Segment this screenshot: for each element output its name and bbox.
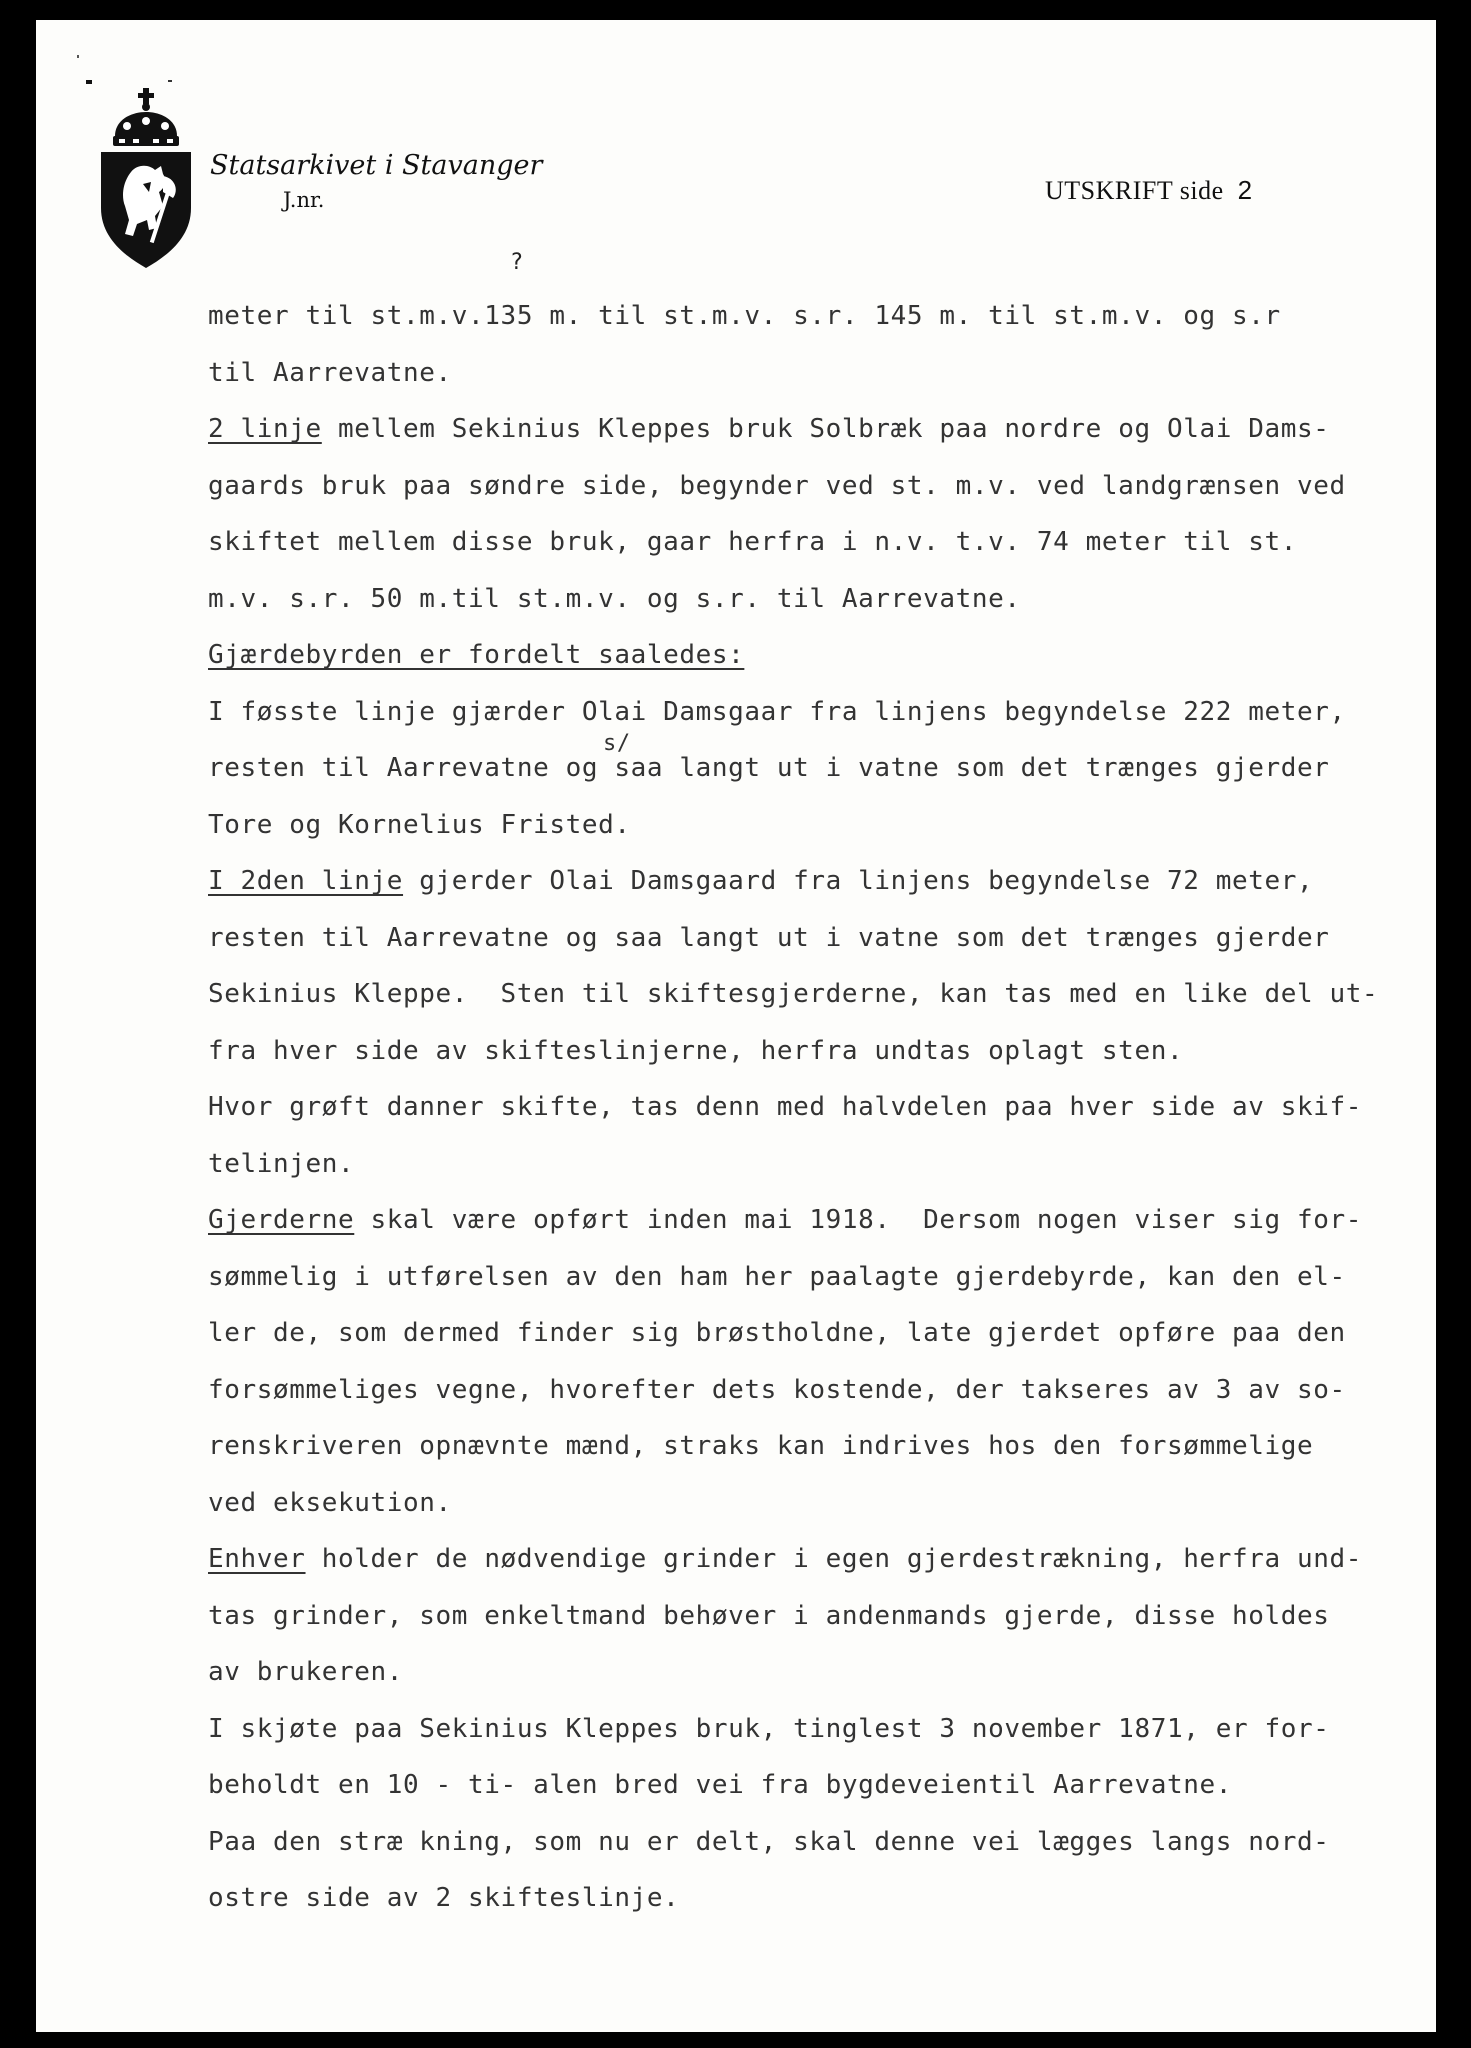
line-text: skal være opført inden mai 1918. Dersom nogen viser sig for-	[354, 1205, 1362, 1235]
page-number: 2	[1237, 175, 1253, 205]
scan-speck	[168, 80, 172, 82]
text-line: av brukeren.	[208, 1657, 404, 1687]
text-line: skiftet mellem disse bruk, gaar herfra i n.v. t.v. 74 meter til st.	[208, 527, 1297, 557]
text-line	[208, 1531, 1438, 1588]
text-line: beholdt en 10 - ti- alen bred vei fra bygdeveientil Aarrevatne.	[208, 1770, 1232, 1800]
text-line: renskriveren opnævnte mænd, straks kan indrives hos den forsømmelige	[208, 1431, 1314, 1461]
line-text: holder de nødvendige grinder i egen gjerdestrækning, herfra und-	[305, 1544, 1362, 1574]
underlined-heading: Enhver	[208, 1544, 306, 1574]
handwritten-insertion: s/	[603, 731, 631, 756]
transcript-page-heading	[1045, 175, 1253, 206]
text-line: til Aarrevatne.	[208, 357, 452, 388]
text-line: fra hver side av skifteslinjerne, herfra undtas oplagt sten.	[208, 1035, 1184, 1066]
archive-name: Statsarkivet i Stavanger	[210, 150, 543, 181]
text-line: ler de, som dermed finder sig brøstholdne, late gjerdet opføre paa den	[208, 1318, 1346, 1348]
text-line: resten til Aarrevatne og saa langt ut i vatne som det trænges gjerder s/	[208, 740, 1438, 797]
text-line: resten til Aarrevatne og saa langt ut i vatne som det trænges gjerder	[208, 922, 1330, 953]
underlined-heading: Gjærdebyrden er fordelt saaledes:	[208, 640, 745, 670]
journal-number-label: J.nr.	[283, 188, 325, 212]
text-line: I skjøte paa Sekinius Kleppes bruk, tinglest 3 november 1871, er for-	[208, 1713, 1330, 1744]
document-body	[208, 288, 1438, 1927]
text-line: ostre side av 2 skifteslinje.	[208, 1883, 680, 1913]
text-line	[208, 853, 1438, 910]
text-line: Sekinius Kleppe. Sten til skiftesgjerderne, kan tas med en like del ut-	[208, 979, 1379, 1009]
text-line: forsømmeliges vegne, hvorefter dets kostende, der takseres av 3 av so-	[208, 1374, 1346, 1405]
text-line: telinjen.	[208, 1148, 355, 1179]
handwritten-question-mark: ?	[510, 250, 524, 275]
text-line: meter til st.m.v.135 m. til st.m.v. s.r. 145 m. til st.m.v. og s.r	[208, 301, 1281, 331]
line-text: gjerder Olai Damsgaard fra linjens begyndelse 72 meter,	[403, 866, 1314, 896]
underlined-heading: 2 linje	[208, 414, 322, 444]
transcript-label: UTSKRIFT side	[1045, 176, 1224, 205]
scan-speck	[77, 55, 79, 58]
text-line: gaards bruk paa søndre side, begynder ved st. m.v. ved landgrænsen ved	[208, 470, 1346, 501]
text-line	[208, 401, 1438, 458]
text-line	[208, 1192, 1438, 1249]
text-line: tas grinder, som enkeltmand behøver i andenmands gjerde, disse holdes	[208, 1600, 1330, 1631]
text-line: Hvor grøft danner skifte, tas denn med halvdelen paa hver side av skif-	[208, 1092, 1362, 1122]
scan-speck	[86, 80, 92, 84]
underlined-heading: Gjerderne	[208, 1205, 355, 1235]
text-line: m.v. s.r. 50 m.til st.m.v. og s.r. til Aarrevatne.	[208, 583, 1021, 614]
text-line	[208, 627, 1438, 684]
text-line: I føsste linje gjærder Olai Damsgaar fra linjens begyndelse 222 meter,	[208, 696, 1346, 727]
text-line: sømmelig i utførelsen av den ham her paalagte gjerdebyrde, kan den el-	[208, 1261, 1346, 1292]
norwegian-coat-of-arms-icon	[97, 88, 195, 268]
text-line: Paa den stræ kning, som nu er delt, skal denne vei lægges langs nord-	[208, 1826, 1330, 1857]
text-line: Tore og Kornelius Fristed.	[208, 809, 631, 840]
underlined-heading: I 2den linje	[208, 866, 404, 896]
text-line: ved eksekution.	[208, 1487, 452, 1518]
line-text: mellem Sekinius Kleppes bruk Solbræk paa nordre og Olai Dams-	[321, 414, 1330, 444]
